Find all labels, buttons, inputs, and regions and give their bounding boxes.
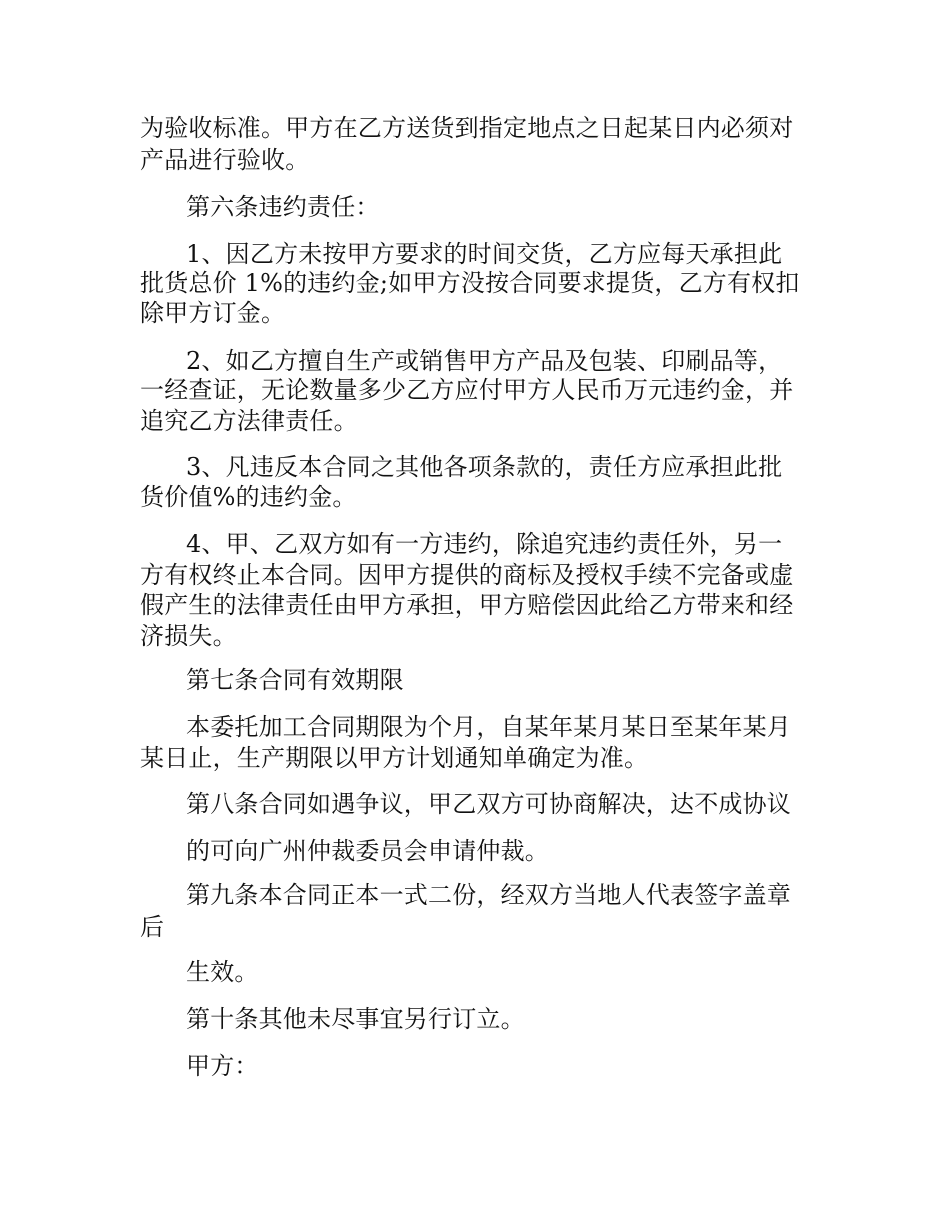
text-line: 本委托加工合同期限为个月，自某年某月某日至某年某月 bbox=[186, 713, 791, 741]
text-line: 产品进行验收。 bbox=[140, 146, 310, 174]
text-line: 济损失。 bbox=[140, 622, 237, 650]
text-line: 方有权终止本合同。因甲方提供的商标及授权手续不完备或虚 bbox=[140, 561, 794, 589]
text-line: 4、甲、乙双方如有一方违约，除追究违约责任外，另一 bbox=[186, 530, 783, 558]
text-line: 货价值%的违约金。 bbox=[140, 483, 357, 511]
text-line: 2、如乙方擅自生产或销售甲方产品及包装、印刷品等， bbox=[186, 347, 783, 375]
text-line: 3、凡违反本合同之其他各项条款的，责任方应承担此批 bbox=[186, 453, 783, 481]
signature-label: 甲方： bbox=[186, 1052, 259, 1080]
section-heading: 第十条其他未尽事宜另行订立。 bbox=[186, 1005, 525, 1033]
text-line: 后 bbox=[140, 913, 165, 941]
section-heading: 第六条违约责任： bbox=[186, 193, 380, 221]
text-line: 某日止，生产期限以甲方计划通知单确定为准。 bbox=[140, 744, 649, 772]
text-line: 批货总价 1%的违约金;如甲方没按合同要求提货，乙方有权扣 bbox=[140, 269, 800, 297]
section-heading: 第七条合同有效期限 bbox=[186, 666, 404, 694]
text-line: 1、因乙方未按甲方要求的时间交货，乙方应每天承担此 bbox=[186, 240, 783, 268]
text-line: 追究乙方法律责任。 bbox=[140, 407, 358, 435]
text-line: 第八条合同如遇争议，甲乙双方可协商解决，达不成协议 bbox=[186, 790, 791, 818]
text-line: 第九条本合同正本一式二份，经双方当地人代表签字盖章 bbox=[186, 881, 791, 909]
text-line: 生效。 bbox=[186, 958, 259, 986]
text-line: 的可向广州仲裁委员会申请仲裁。 bbox=[186, 837, 549, 865]
text-line: 除甲方订金。 bbox=[140, 299, 286, 327]
text-line: 一经查证，无论数量多少乙方应付甲方人民币万元违约金，并 bbox=[140, 376, 794, 404]
text-line: 为验收标准。甲方在乙方送货到指定地点之日起某日内必须对 bbox=[140, 114, 794, 142]
text-line: 假产生的法律责任由甲方承担，甲方赔偿因此给乙方带来和经 bbox=[140, 591, 794, 619]
